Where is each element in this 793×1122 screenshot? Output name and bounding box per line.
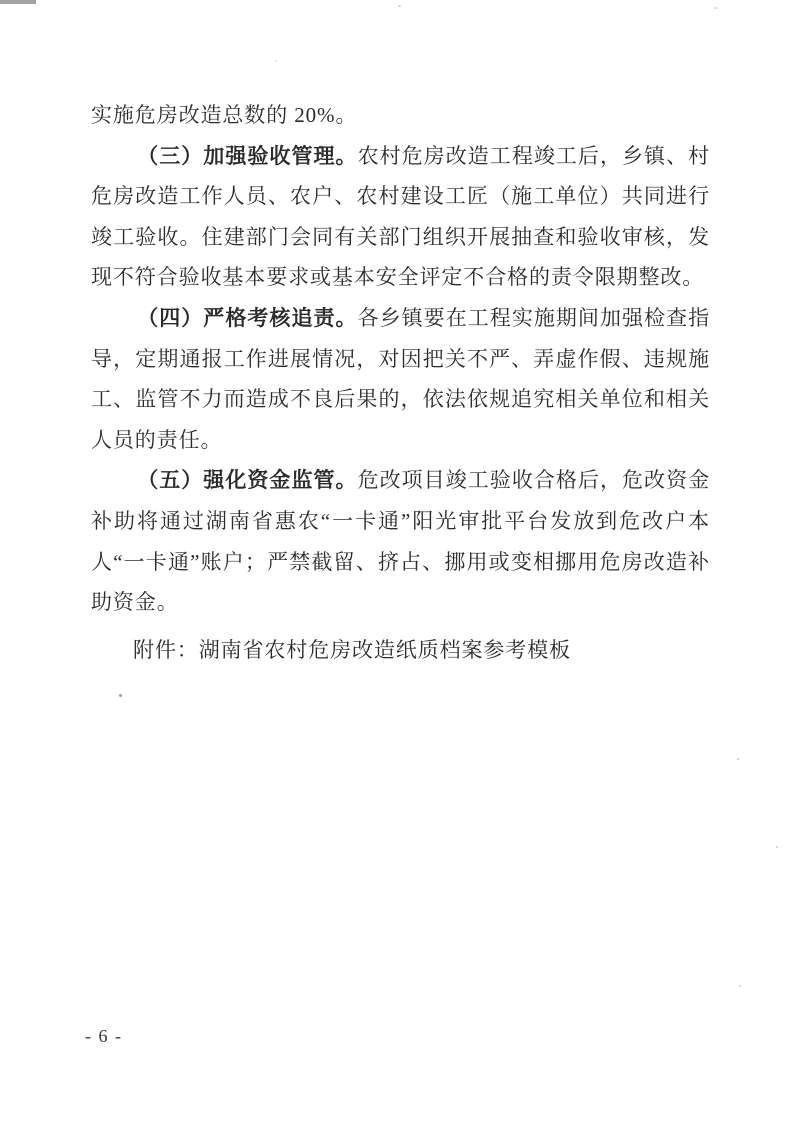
- scan-speckle: [398, 5, 401, 7]
- paragraph-section-3: [91, 136, 710, 298]
- section-4-text: 各乡镇要在工程实施期间加强检查指导，定期通报工作进展情况，对因把关不严、弄虚作假、违规施工、监管不力而造成不良后果的，依法依规追究相关单位和相关人员的责任。: [91, 305, 711, 452]
- attachment-line: 附件：湖南省农村危房改造纸质档案参考模板: [133, 637, 571, 662]
- section-4-heading: （四）严格考核追责。: [137, 305, 358, 330]
- scan-speckle: [275, 60, 277, 62]
- section-3-heading: （三）加强验收管理。: [137, 143, 358, 168]
- paragraph-continuation: 实施危房改造总数的 20%。: [91, 103, 358, 127]
- section-5-text: 危改项目竣工验收合格后，危改资金补助将通过湖南省惠农“一卡通”阳光审批平台发放到危改户本人“一卡通”账户；严禁截留、挤占、挪用或变相挪用危房改造补助资金。: [91, 468, 711, 615]
- scan-speckle: [119, 694, 122, 697]
- section-5-heading: （五）强化资金监管。: [137, 468, 358, 493]
- scan-speckle: [714, 7, 717, 9]
- section-3-text: 农村危房改造工程竣工后，乡镇、村危房改造工作人员、农户、农村建设工匠（施工单位）共同进行竣工验收。住建部门会同有关部门组织开展抽查和验收审核，发现不符合验收基本要求或基本安全评定不合格的责令限期整改。: [91, 143, 711, 290]
- page-number: - 6 -: [85, 1026, 123, 1046]
- paragraph-section-4: [91, 298, 710, 460]
- scan-edge-artifact: [0, 0, 36, 4]
- scan-speckle: [776, 846, 778, 848]
- paragraph-section-5: [91, 460, 710, 622]
- document-body: [91, 95, 710, 670]
- scan-speckle: [739, 985, 741, 987]
- scan-speckle: [737, 758, 739, 760]
